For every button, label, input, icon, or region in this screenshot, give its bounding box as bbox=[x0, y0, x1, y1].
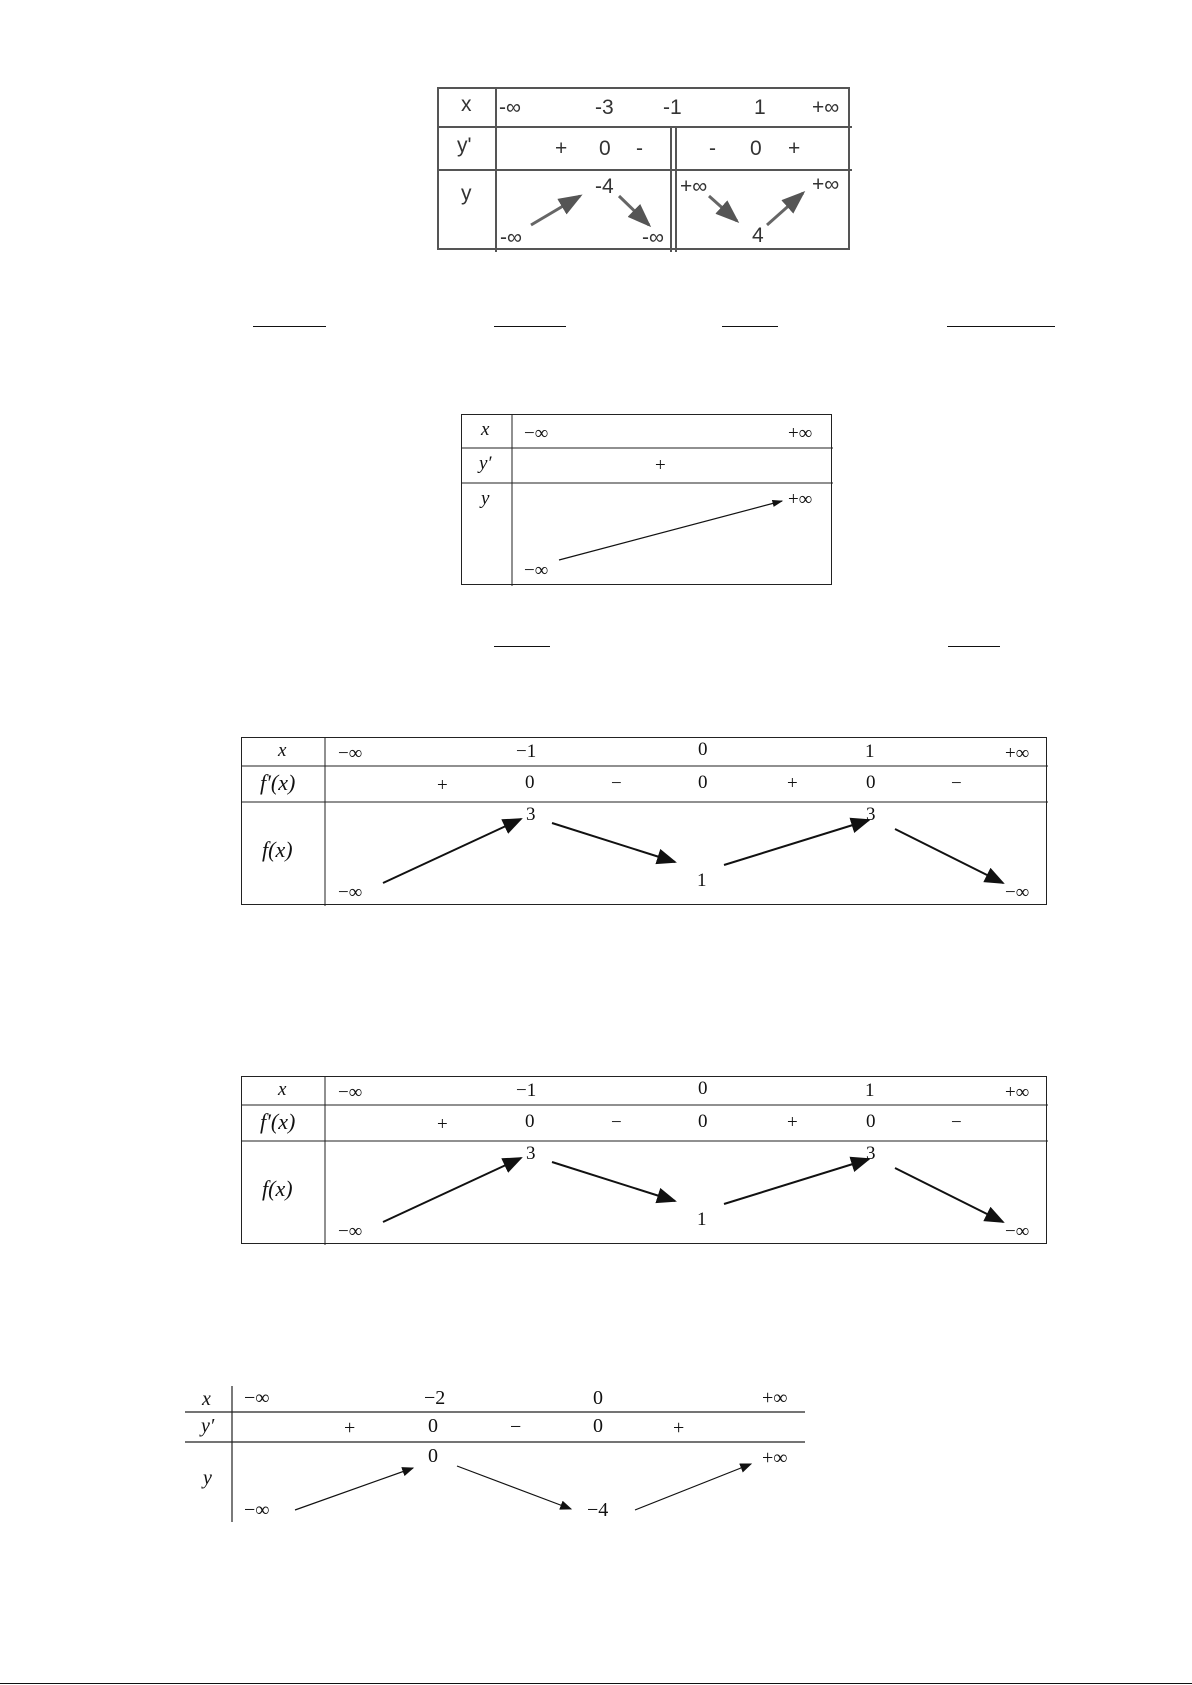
y-value: 4 bbox=[752, 224, 764, 247]
x-value: −1 bbox=[516, 1080, 537, 1101]
variation-table-2 bbox=[461, 414, 832, 585]
y-value: 3 bbox=[866, 1143, 876, 1164]
sign-value: 0 bbox=[525, 1111, 535, 1132]
answer-blank bbox=[948, 646, 1000, 647]
dy-label: y′ bbox=[479, 453, 492, 474]
y-value: -∞ bbox=[500, 226, 522, 249]
answer-blank bbox=[722, 326, 778, 327]
y-value: −∞ bbox=[1005, 1221, 1030, 1242]
y-label: y bbox=[461, 182, 472, 205]
x-value: -∞ bbox=[499, 96, 521, 119]
variation-table-1 bbox=[437, 87, 850, 250]
arrow-up bbox=[724, 820, 869, 865]
sign-value: + bbox=[437, 1114, 448, 1135]
y-value: +∞ bbox=[762, 1447, 788, 1469]
arrow-up bbox=[295, 1468, 413, 1510]
dy-label: f′(x) bbox=[260, 1109, 296, 1134]
y-value: 1 bbox=[697, 1209, 707, 1230]
variation-table-5 bbox=[185, 1386, 805, 1522]
y-value: 3 bbox=[866, 804, 876, 825]
sign-value: + bbox=[555, 137, 568, 160]
sign-value: 0 bbox=[866, 1111, 876, 1132]
y-value: −∞ bbox=[244, 1499, 270, 1521]
arrow-up bbox=[383, 819, 521, 883]
sign-value: - bbox=[636, 137, 643, 160]
sign-value: − bbox=[611, 1112, 622, 1133]
dy-label: y' bbox=[457, 134, 472, 157]
x-value: +∞ bbox=[788, 423, 813, 444]
arrow-up bbox=[767, 193, 803, 225]
x-value: −2 bbox=[424, 1387, 446, 1409]
y-value: −∞ bbox=[1005, 882, 1030, 903]
variation-table-4 bbox=[241, 1076, 1047, 1244]
variation-table-3 bbox=[241, 737, 1047, 905]
y-label: y bbox=[481, 488, 490, 509]
x-value: −∞ bbox=[244, 1387, 270, 1409]
y-value: +∞ bbox=[812, 173, 840, 196]
x-value: +∞ bbox=[1005, 1082, 1030, 1103]
sign-value: 0 bbox=[593, 1415, 603, 1437]
y-value: 0 bbox=[428, 1445, 438, 1467]
y-value: 1 bbox=[697, 870, 707, 891]
sign-value: 0 bbox=[866, 772, 876, 793]
table-4-grid bbox=[242, 1077, 1048, 1245]
y-value: -4 bbox=[595, 175, 614, 198]
x-value: -1 bbox=[663, 96, 682, 119]
sign-value: − bbox=[951, 1112, 962, 1133]
x-value: −∞ bbox=[524, 423, 549, 444]
x-value: +∞ bbox=[762, 1387, 788, 1409]
sign-value: + bbox=[788, 137, 801, 160]
x-value: 1 bbox=[754, 96, 766, 119]
sign-value: − bbox=[510, 1416, 522, 1438]
dy-label: y′ bbox=[201, 1415, 215, 1437]
y-label: y bbox=[203, 1467, 212, 1489]
answer-blank bbox=[494, 646, 550, 647]
sign-value: 0 bbox=[525, 772, 535, 793]
arrow-down bbox=[619, 196, 649, 225]
sign-value: 0 bbox=[428, 1415, 438, 1437]
y-value: -∞ bbox=[642, 226, 664, 249]
sign-value: + bbox=[437, 775, 448, 796]
sign-value: + bbox=[344, 1417, 356, 1439]
sign-value: − bbox=[951, 773, 962, 794]
sign-value: + bbox=[787, 1112, 798, 1133]
arrow-up bbox=[531, 196, 580, 225]
answer-blank bbox=[947, 326, 1055, 327]
sign-value: - bbox=[709, 137, 716, 160]
y-value: −∞ bbox=[338, 1221, 363, 1242]
x-value: 1 bbox=[865, 1080, 875, 1101]
sign-value: + bbox=[655, 455, 666, 476]
table-5-grid bbox=[185, 1386, 805, 1522]
y-value: 3 bbox=[526, 804, 536, 825]
sign-value: − bbox=[611, 773, 622, 794]
x-value: -3 bbox=[595, 96, 614, 119]
x-value: −∞ bbox=[338, 1082, 363, 1103]
arrow-up bbox=[559, 501, 782, 560]
answer-blank bbox=[253, 326, 326, 327]
arrow-down bbox=[895, 829, 1003, 883]
arrow-down bbox=[895, 1168, 1003, 1222]
x-value: −∞ bbox=[338, 743, 363, 764]
table-3-grid bbox=[242, 738, 1048, 906]
y-value: −∞ bbox=[338, 882, 363, 903]
sign-value: 0 bbox=[698, 772, 708, 793]
sign-value: 0 bbox=[698, 1111, 708, 1132]
arrow-up bbox=[635, 1464, 751, 1510]
x-value: +∞ bbox=[812, 96, 840, 119]
sign-value: 0 bbox=[750, 137, 762, 160]
x-value: 0 bbox=[593, 1387, 603, 1409]
arrow-down bbox=[552, 823, 675, 862]
arrow-down bbox=[552, 1162, 675, 1201]
y-value: −∞ bbox=[524, 560, 549, 581]
y-value: −4 bbox=[587, 1499, 609, 1521]
arrow-up bbox=[383, 1158, 521, 1222]
x-value: 1 bbox=[865, 741, 875, 762]
y-label: f(x) bbox=[262, 837, 293, 862]
x-label: x bbox=[278, 740, 287, 761]
sign-value: + bbox=[673, 1417, 685, 1439]
arrow-down bbox=[457, 1466, 571, 1509]
x-label: x bbox=[202, 1388, 211, 1410]
x-label: x bbox=[461, 93, 472, 116]
arrow-down bbox=[709, 196, 737, 221]
x-value: +∞ bbox=[1005, 743, 1030, 764]
x-value: 0 bbox=[698, 1078, 708, 1099]
sign-value: 0 bbox=[599, 137, 611, 160]
x-value: 0 bbox=[698, 739, 708, 760]
x-label: x bbox=[278, 1079, 287, 1100]
page-bottom-rule bbox=[0, 1683, 1192, 1684]
table-2-grid bbox=[462, 415, 833, 586]
y-value: +∞ bbox=[680, 175, 708, 198]
answer-blank bbox=[494, 326, 566, 327]
y-value: 3 bbox=[526, 1143, 536, 1164]
dy-label: f′(x) bbox=[260, 770, 296, 795]
y-label: f(x) bbox=[262, 1176, 293, 1201]
sign-value: + bbox=[787, 773, 798, 794]
x-value: −1 bbox=[516, 741, 537, 762]
x-label: x bbox=[481, 419, 490, 440]
y-value: +∞ bbox=[788, 489, 813, 510]
arrow-up bbox=[724, 1159, 869, 1204]
